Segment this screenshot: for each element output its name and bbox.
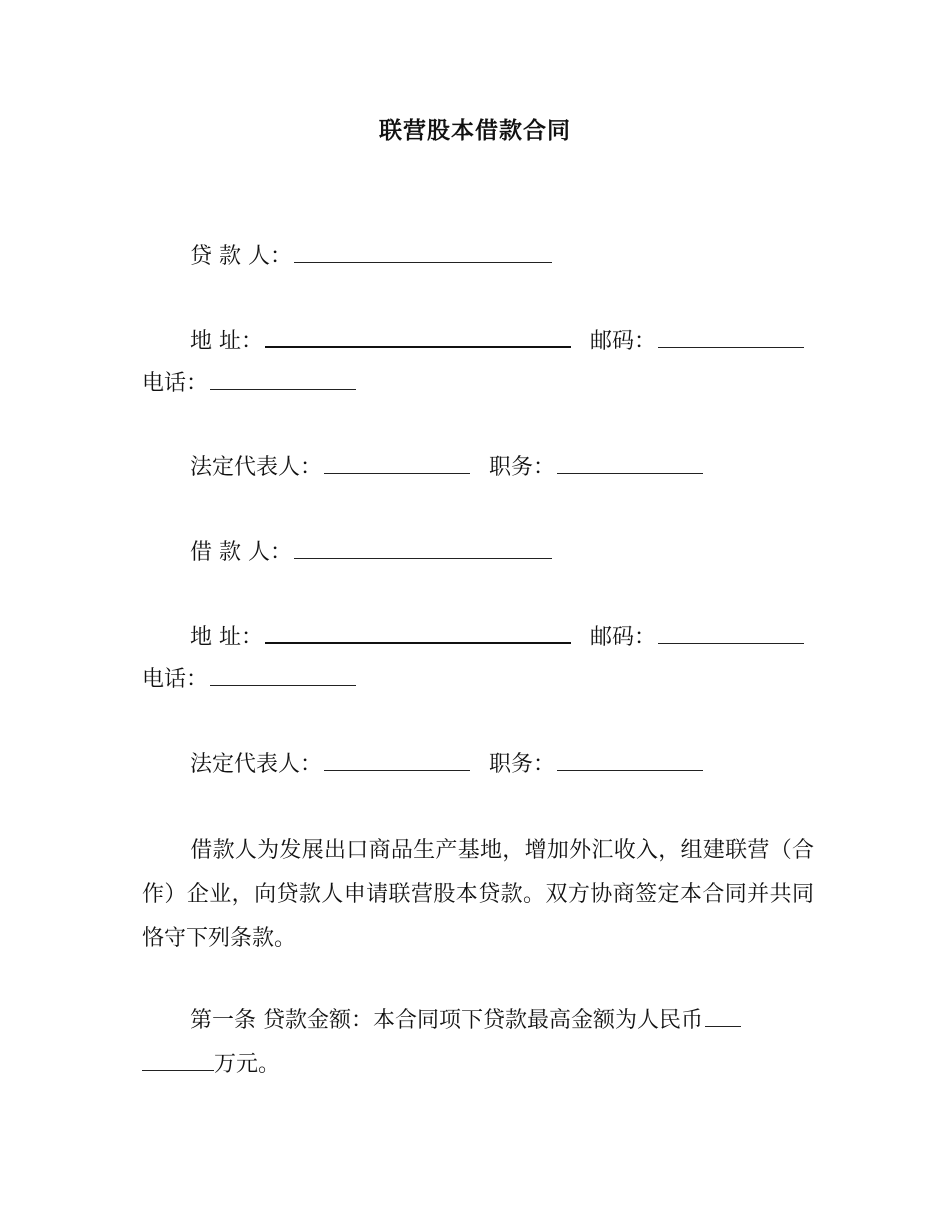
borrower-name-label: 借 款 人： <box>190 540 292 565</box>
lender-rep-label: 法定代表人： <box>190 455 323 480</box>
lender-rep-row <box>190 453 703 483</box>
borrower-postcode-label: 邮码： <box>590 625 657 650</box>
lender-address-label: 地 址： <box>190 329 263 354</box>
borrower-postcode-blank <box>658 623 804 644</box>
borrower-phone-blank <box>210 665 356 686</box>
lender-name-label: 贷 款 人： <box>190 244 292 269</box>
lender-postcode-blank <box>658 327 804 348</box>
article-1-text: 第一条 贷款金额：本合同项下贷款最高金额为人民币 <box>190 1008 703 1033</box>
borrower-position-label: 职务： <box>489 752 556 777</box>
borrower-name-row <box>190 538 552 568</box>
borrower-address-blank <box>265 622 571 644</box>
lender-address-row <box>190 326 804 357</box>
document-title: 联营股本借款合同 <box>379 117 571 144</box>
lender-position-blank <box>557 453 703 474</box>
lender-rep-blank <box>324 453 470 474</box>
lender-name-blank <box>294 242 552 263</box>
borrower-address-row <box>190 622 804 653</box>
amount-blank-part2 <box>142 1050 214 1071</box>
lender-address-blank <box>265 326 571 348</box>
lender-postcode-label: 邮码： <box>590 329 657 354</box>
borrower-name-blank <box>294 538 552 559</box>
borrower-phone-label: 电话： <box>142 667 209 692</box>
lender-phone-blank <box>210 369 356 390</box>
article-1-suffix: 万元。 <box>214 1052 281 1077</box>
borrower-phone-row <box>142 665 356 695</box>
borrower-position-blank <box>557 750 703 771</box>
lender-name-row <box>190 242 552 272</box>
amount-blank-part1 <box>705 1006 741 1027</box>
intro-paragraph-text: 借款人为发展出口商品生产基地，增加外汇收入，组建联营（合作）企业，向贷款人申请联营股本贷款。双方协商签定本合同并共同恪守下列条款。 <box>142 838 814 951</box>
intro-paragraph <box>142 829 814 961</box>
borrower-rep-blank <box>324 750 470 771</box>
article-1 <box>142 999 814 1087</box>
lender-phone-row <box>142 369 356 399</box>
borrower-rep-row <box>190 750 703 780</box>
lender-position-label: 职务： <box>489 455 556 480</box>
borrower-address-label: 地 址： <box>190 625 263 650</box>
lender-phone-label: 电话： <box>142 371 209 396</box>
borrower-rep-label: 法定代表人： <box>190 752 323 777</box>
